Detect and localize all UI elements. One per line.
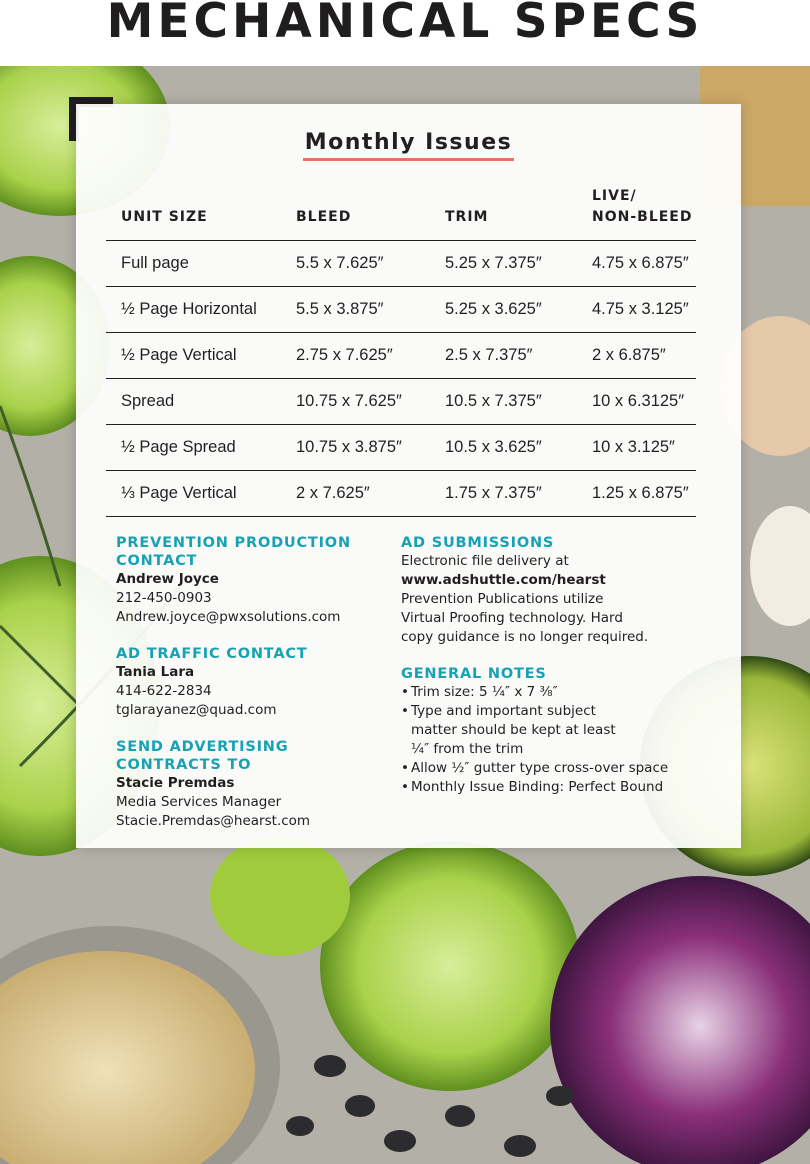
table-row <box>106 425 696 471</box>
traffic-contact-section <box>116 645 386 720</box>
table-cell: 2.5 x 7.375″ <box>430 333 577 379</box>
table-cell: 2 x 7.625″ <box>281 471 430 517</box>
table-row <box>106 333 696 379</box>
header-live: LIVE/ NON-BLEED <box>592 188 693 225</box>
column-header: TRIM <box>430 182 577 241</box>
note-item: • Allow ½″ gutter type cross-over space <box>401 759 701 778</box>
table-cell: 10.5 x 7.375″ <box>430 379 577 425</box>
notes-heading: GENERAL NOTES <box>401 666 547 682</box>
contracts-email: Stacie.Premdas@hearst.com <box>116 813 311 829</box>
submissions-line: Prevention Publications utilize <box>401 591 604 607</box>
page-title: MECHANICAL SPECS <box>106 0 704 49</box>
contracts-section <box>116 738 386 831</box>
page-header <box>0 0 810 66</box>
contracts-title: Media Services Manager <box>116 794 282 810</box>
production-contact-section <box>116 534 386 627</box>
table-cell: 10.75 x 7.625″ <box>281 379 430 425</box>
production-contact-email: Andrew.joyce@pwxsolutions.com <box>116 609 341 625</box>
production-contact-name: Andrew Joyce <box>116 571 219 587</box>
contracts-name: Stacie Premdas <box>116 775 235 791</box>
note-item: • Type and important subject matter should be kept at least ¼″ from the trim <box>401 702 701 759</box>
contracts-heading: SEND ADVERTISING CONTRACTS TO <box>116 739 289 773</box>
table-cell: 10 x 6.3125″ <box>577 379 696 425</box>
table-cell: 1.25 x 6.875″ <box>577 471 696 517</box>
production-contact-heading: PREVENTION PRODUCTION CONTACT <box>116 535 351 569</box>
submissions-column <box>401 534 701 815</box>
column-header: BLEED <box>281 182 430 241</box>
note-item: • Monthly Issue Binding: Perfect Bound <box>401 778 701 797</box>
card-title: Monthly Issues <box>303 130 514 161</box>
table-row <box>106 379 696 425</box>
column-header: UNIT SIZE <box>106 182 281 241</box>
table-cell: Spread <box>106 379 281 425</box>
table-header-row <box>106 182 696 241</box>
specs-card <box>76 104 741 848</box>
submissions-line: Virtual Proofing technology. Hard <box>401 610 623 626</box>
traffic-contact-phone: 414-622-2834 <box>116 683 212 699</box>
submissions-section <box>401 534 701 647</box>
note-item: • Trim size: 5 ¼″ x 7 ⅜″ <box>401 683 701 702</box>
traffic-contact-email: tglarayanez@quad.com <box>116 702 277 718</box>
table-cell: 5.5 x 3.875″ <box>281 287 430 333</box>
table-cell: 5.5 x 7.625″ <box>281 241 430 287</box>
table-cell: 10.5 x 3.625″ <box>430 425 577 471</box>
table-cell: 2.75 x 7.625″ <box>281 333 430 379</box>
notes-section <box>401 665 701 797</box>
table-cell: 4.75 x 6.875″ <box>577 241 696 287</box>
table-cell: ½ Page Horizontal <box>106 287 281 333</box>
table-cell: 4.75 x 3.125″ <box>577 287 696 333</box>
submissions-line: Electronic file delivery at <box>401 553 569 569</box>
table-row <box>106 471 696 517</box>
specs-table <box>106 182 696 517</box>
traffic-contact-heading: AD TRAFFIC CONTACT <box>116 646 308 662</box>
traffic-contact-name: Tania Lara <box>116 664 195 680</box>
production-contact-phone: 212-450-0903 <box>116 590 212 606</box>
table-row <box>106 287 696 333</box>
column-header <box>577 182 696 241</box>
table-cell: ½ Page Vertical <box>106 333 281 379</box>
submissions-url[interactable]: www.adshuttle.com/hearst <box>401 572 606 588</box>
card-title-wrap <box>76 130 741 161</box>
contacts-column <box>116 534 386 849</box>
table-cell: 5.25 x 7.375″ <box>430 241 577 287</box>
table-cell: 10.75 x 3.875″ <box>281 425 430 471</box>
table-cell: ⅓ Page Vertical <box>106 471 281 517</box>
table-row <box>106 241 696 287</box>
submissions-line: copy guidance is no longer required. <box>401 629 649 645</box>
submissions-heading: AD SUBMISSIONS <box>401 535 555 551</box>
table-cell: Full page <box>106 241 281 287</box>
table-cell: 1.75 x 7.375″ <box>430 471 577 517</box>
table-cell: ½ Page Spread <box>106 425 281 471</box>
table-cell: 5.25 x 3.625″ <box>430 287 577 333</box>
table-cell: 10 x 3.125″ <box>577 425 696 471</box>
table-cell: 2 x 6.875″ <box>577 333 696 379</box>
